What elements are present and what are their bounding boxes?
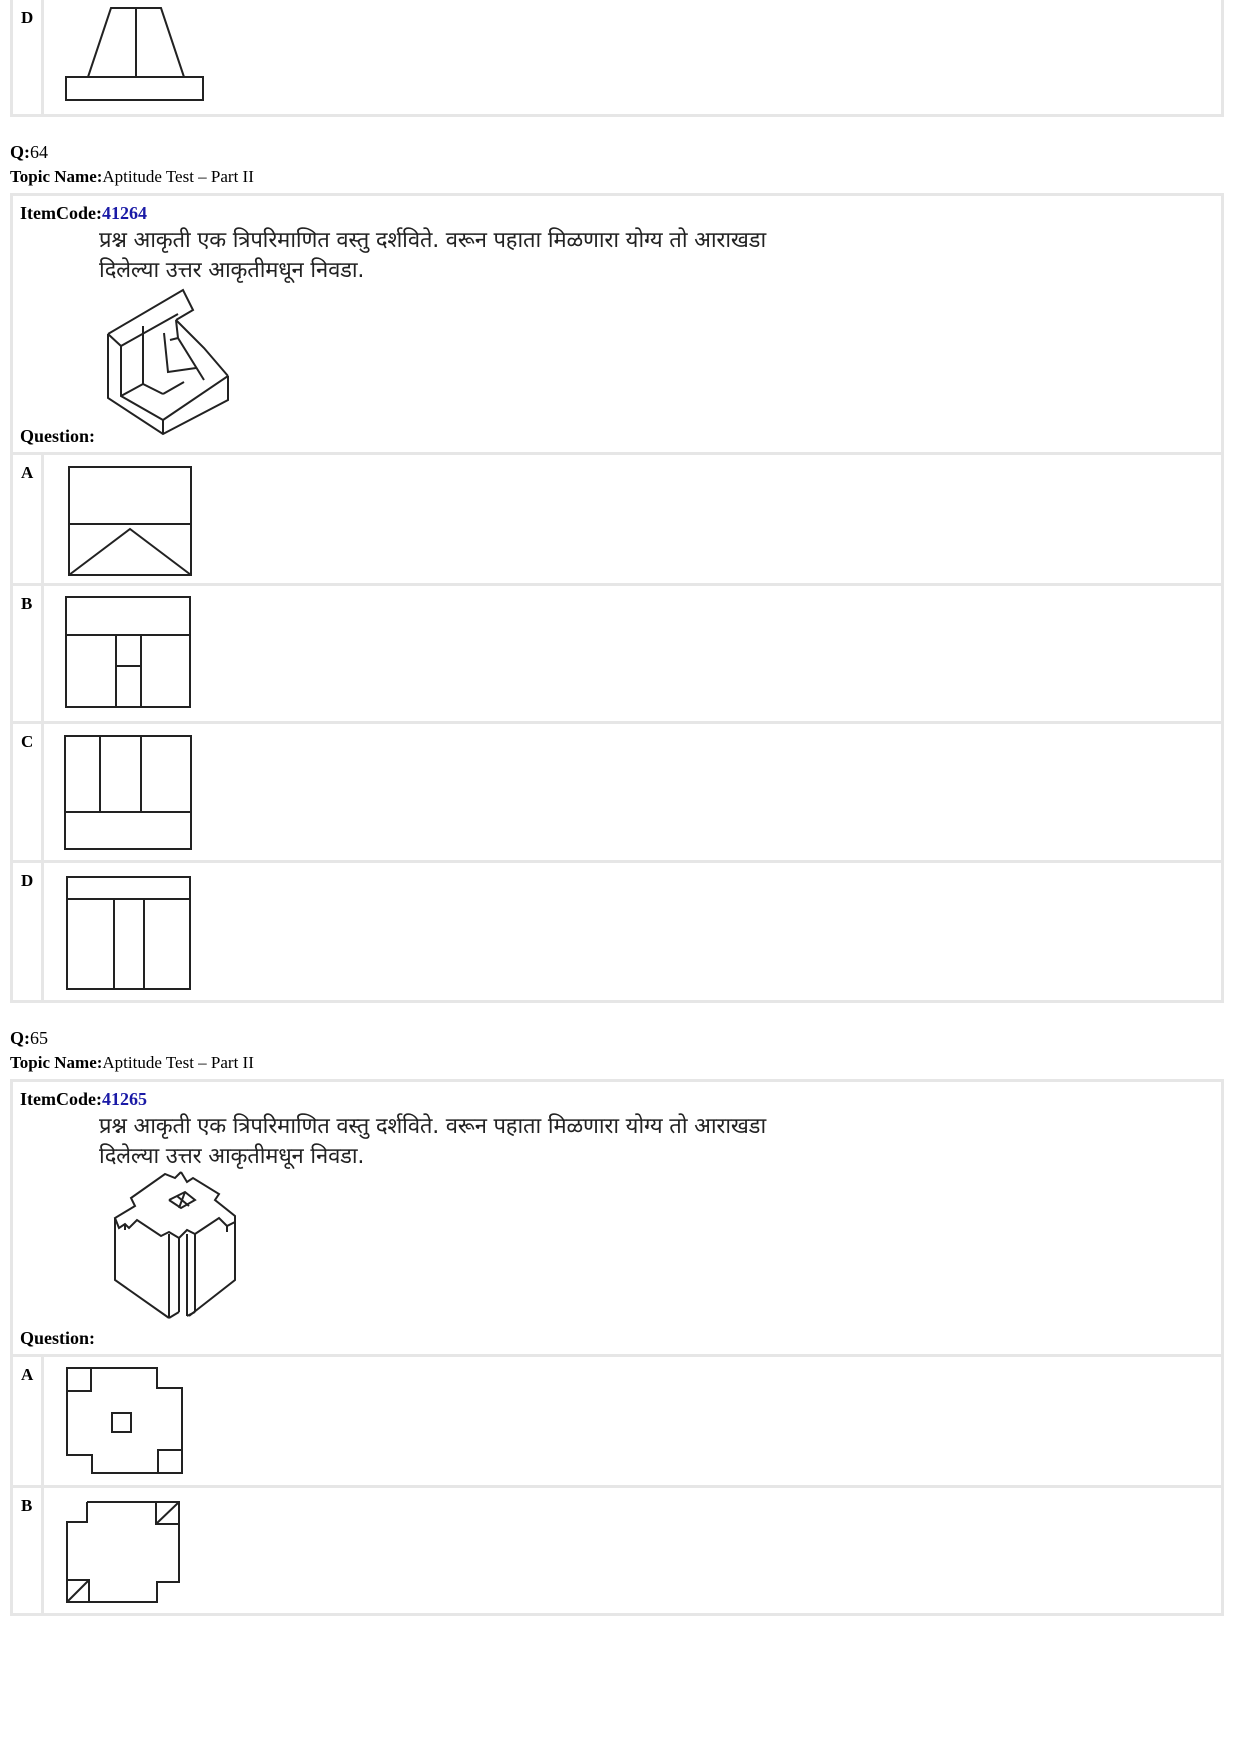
- option-figure-plan-with-diagonal-corners: [57, 1494, 187, 1614]
- option-label: B: [21, 594, 33, 613]
- question-number: [10, 1028, 48, 1049]
- option-label: D: [21, 871, 34, 890]
- option-row-b[interactable]: [10, 586, 1224, 724]
- option-label: A: [21, 1365, 34, 1384]
- topic-name: [10, 1053, 254, 1073]
- option-figure-rect-with-columns: [57, 869, 187, 994]
- question-number-value: 65: [30, 1028, 48, 1048]
- question-number-prefix: Q:: [10, 142, 30, 162]
- option-row-b[interactable]: [10, 1488, 1224, 1616]
- option-figure-trapezoid-on-base: [53, 0, 213, 110]
- question-text: [99, 226, 766, 286]
- option-figure-rect-with-h: [57, 592, 187, 717]
- option-row-prev-d: [10, 0, 1224, 117]
- question-text: [99, 1112, 766, 1172]
- question-label: Question:: [20, 426, 96, 446]
- option-label: C: [21, 732, 34, 751]
- question-number: [10, 142, 48, 163]
- question-number-prefix: Q:: [10, 1028, 30, 1048]
- option-label: D: [21, 8, 34, 27]
- question-label: Question:: [20, 1328, 96, 1348]
- topic-name-value: Aptitude Test – Part II: [102, 167, 254, 186]
- item-code: [20, 203, 147, 224]
- option-row-c[interactable]: [10, 724, 1224, 863]
- item-code-value: 41265: [101, 1089, 147, 1109]
- question-block: [10, 1079, 1224, 1357]
- item-code: [20, 1089, 147, 1110]
- option-row-d[interactable]: [10, 863, 1224, 1003]
- option-figure-plan-with-center-square: [57, 1363, 187, 1483]
- question-block: [10, 193, 1224, 455]
- topic-name-prefix: Topic Name:: [10, 167, 103, 186]
- option-label: A: [21, 463, 34, 482]
- option-label: B: [21, 1496, 33, 1515]
- topic-name: [10, 167, 254, 187]
- item-code-prefix: ItemCode:: [20, 1089, 102, 1109]
- question-figure-3d-block: [98, 288, 258, 438]
- question-text-line-2: दिलेल्या उत्तर आकृतीमधून निवडा.: [99, 1144, 365, 1169]
- item-code-value: 41264: [101, 203, 147, 223]
- question-text-line-1: प्रश्न आकृती एक त्रिपरिमाणित वस्तु दर्शविते. वरून पहाता मिळणारा योग्य तो आराखडा: [99, 1114, 766, 1139]
- question-text-line-1: प्रश्न आकृती एक त्रिपरिमाणित वस्तु दर्शविते. वरून पहाता मिळणारा योग्य तो आराखडा: [99, 228, 766, 253]
- option-figure-rect-with-t: [57, 730, 187, 855]
- question-text-line-2: दिलेल्या उत्तर आकृतीमधून निवडा.: [99, 258, 365, 283]
- topic-name-value: Aptitude Test – Part II: [102, 1053, 254, 1072]
- topic-name-prefix: Topic Name:: [10, 1053, 103, 1072]
- question-number-value: 64: [30, 142, 48, 162]
- option-figure-rect-with-triangle: [57, 461, 187, 576]
- option-row-a[interactable]: [10, 1357, 1224, 1488]
- option-row-a[interactable]: [10, 455, 1224, 586]
- item-code-prefix: ItemCode:: [20, 203, 102, 223]
- question-figure-3d-cross-pillar: [105, 1170, 265, 1340]
